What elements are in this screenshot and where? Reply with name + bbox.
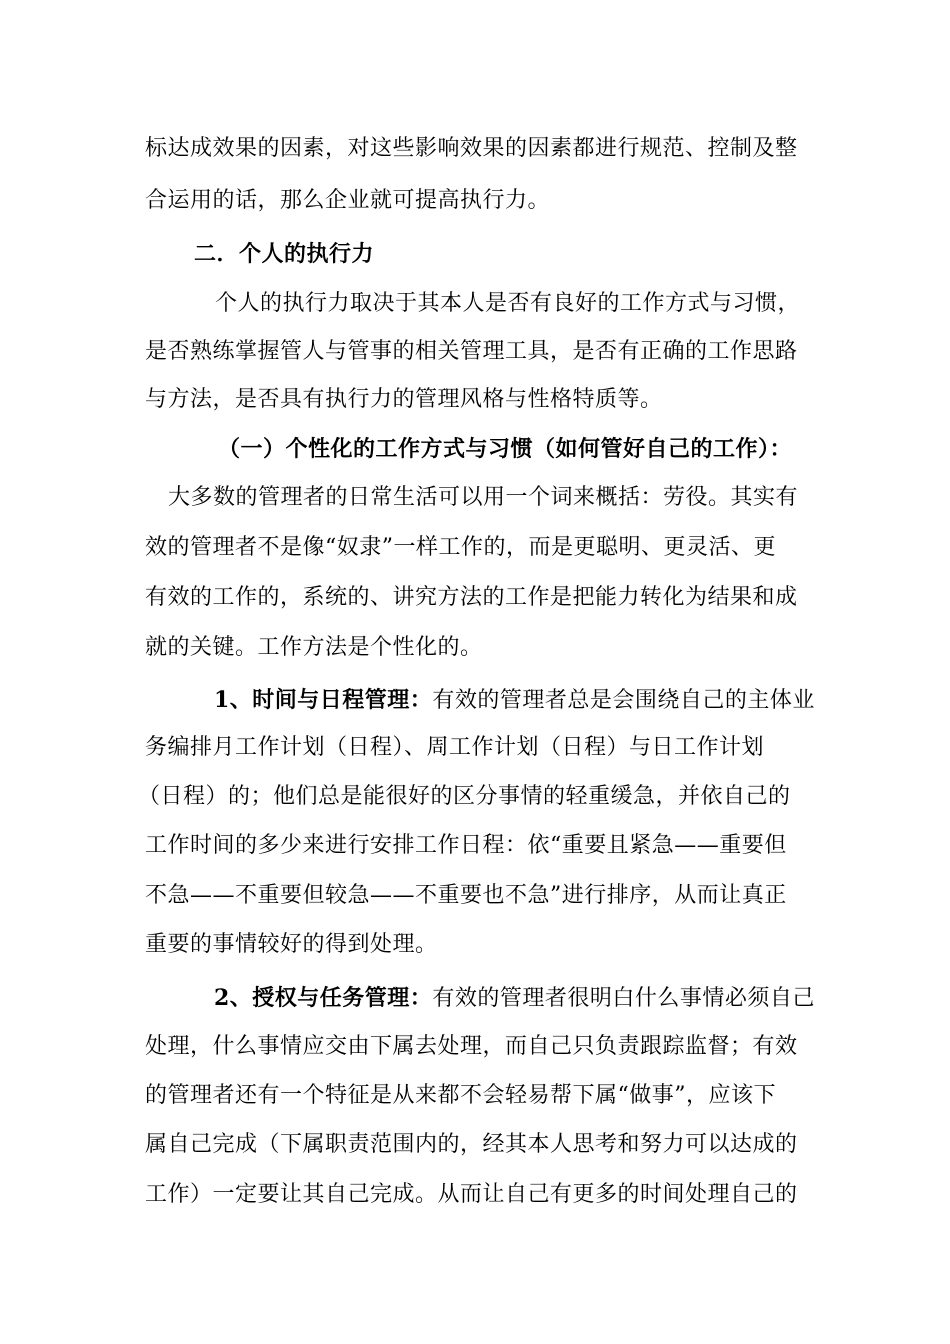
body-text-line: 工作）一定要让其自己完成。从而让自己有更多的时间处理自己的 bbox=[145, 1182, 798, 1207]
body-text-line: 处理，什么事情应交由下属去处理，而自己只负责跟踪监督；有效 bbox=[145, 1034, 798, 1059]
body-text-line: 效的管理者不是像“奴隶”一样工作的，而是更聪明、更灵活、更 bbox=[145, 535, 776, 560]
body-text-line: 的管理者还有一个特征是从来都不会轻易帮下属“做事”，应该下 bbox=[145, 1083, 776, 1108]
item-text: 有效的管理者总是会围绕自己的主体业 bbox=[432, 688, 815, 713]
body-text-line: 务编排月工作计划（日程）、周工作计划（日程）与日工作计划 bbox=[145, 735, 765, 760]
body-text-line: 就的关键。工作方法是个性化的。 bbox=[145, 635, 483, 660]
body-text-line: 标达成效果的因素，对这些影响效果的因素都进行规范、控制及整 bbox=[145, 136, 798, 161]
item-title: 1、时间与日程管理： bbox=[214, 687, 433, 713]
subsection-heading: （一）个性化的工作方式与习惯（如何管好自己的工作）： bbox=[218, 436, 793, 462]
body-text-line: 有效的工作的，系统的、讲究方法的工作是把能力转化为结果和成 bbox=[145, 585, 798, 610]
body-text-line: 工作时间的多少来进行安排工作日程：依“重要且紧急——重要但 bbox=[145, 833, 787, 858]
body-text-line: 是否熟练掌握管人与管事的相关管理工具，是否有正确的工作思路 bbox=[145, 339, 798, 364]
item-title: 2、授权与任务管理： bbox=[214, 985, 433, 1011]
list-item-heading-line bbox=[214, 983, 815, 1014]
body-text-line: 不急——不重要但较急——不重要也不急”进行排序，从而让真正 bbox=[145, 883, 787, 908]
body-text-line: 属自己完成（下属职责范围内的，经其本人思考和努力可以达成的 bbox=[145, 1132, 798, 1157]
list-item-heading-line bbox=[214, 685, 815, 716]
body-text-line: 重要的事情较好的得到处理。 bbox=[145, 932, 438, 957]
body-text-line: 与方法，是否具有执行力的管理风格与性格特质等。 bbox=[145, 387, 663, 412]
item-text: 有效的管理者很明白什么事情必须自己 bbox=[432, 986, 815, 1011]
body-text-line: 合运用的话，那么企业就可提高执行力。 bbox=[145, 188, 551, 213]
body-text-line: 大多数的管理者的日常生活可以用一个词来概括：劳役。其实有 bbox=[168, 485, 799, 510]
body-text-line: （日程）的；他们总是能很好的区分事情的轻重缓急，并依自己的 bbox=[138, 784, 791, 809]
body-text-line: 个人的执行力取决于其本人是否有良好的工作方式与习惯， bbox=[215, 291, 801, 316]
section-heading: 二．个人的执行力 bbox=[194, 241, 375, 267]
